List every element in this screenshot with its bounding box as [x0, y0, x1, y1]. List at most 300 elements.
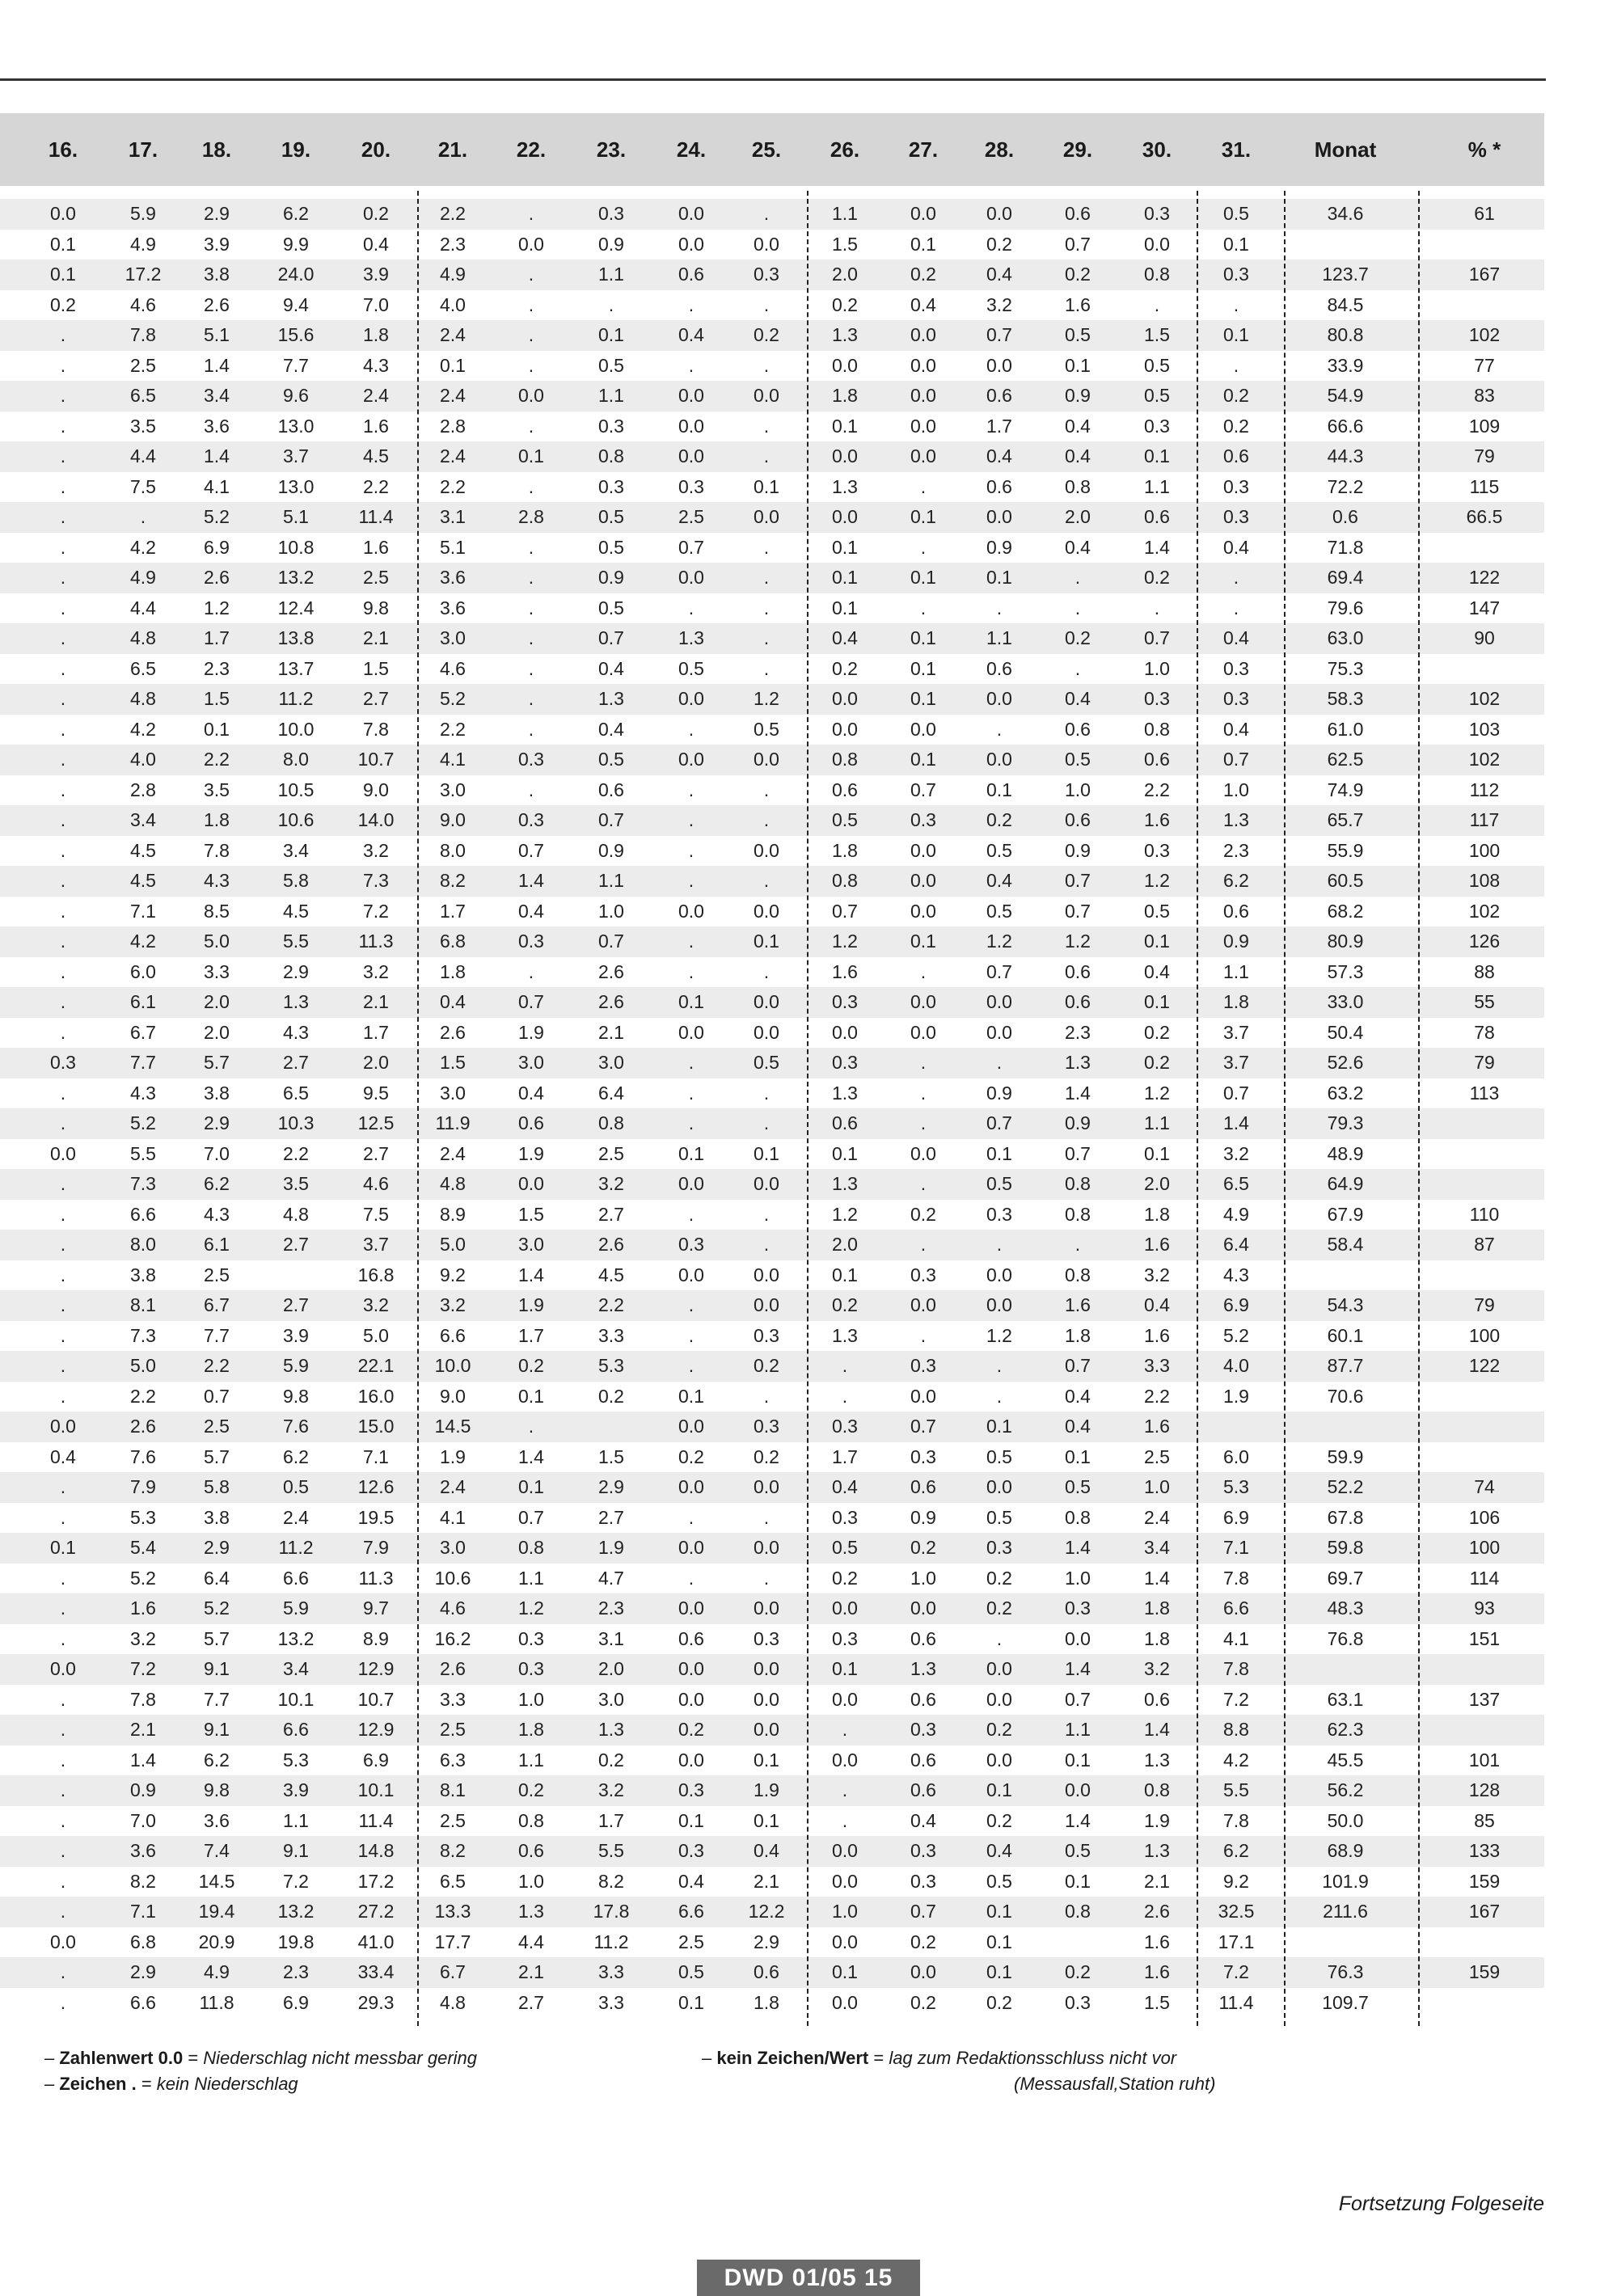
- column-header: 18.: [201, 137, 232, 162]
- table-cell: .: [60, 1112, 66, 1133]
- table-cell: [1201, 1412, 1272, 1442]
- table-cell: 3.2: [440, 1294, 466, 1315]
- table-cell: 33.4: [357, 1961, 395, 1982]
- table-cell: 6.8: [440, 931, 466, 952]
- legend-label-zero: Zahlenwert 0.0: [59, 2048, 184, 2068]
- table-cell: 2.9: [204, 1537, 230, 1558]
- column-header: 26.: [830, 137, 860, 162]
- table-cell: .: [763, 779, 770, 800]
- table-cell: 7.3: [363, 870, 389, 891]
- table-cell: 0.2: [50, 293, 76, 315]
- table-cell: 5.2: [440, 688, 466, 709]
- table-cell: 122: [1468, 567, 1501, 588]
- table-cell: 88: [1474, 960, 1495, 982]
- table-cell: 0.0: [754, 1597, 779, 1619]
- table-cell: [1432, 230, 1537, 260]
- table-row: [0, 805, 1544, 836]
- column-header: % *: [1467, 137, 1501, 162]
- table-cell: 0.6: [1065, 718, 1091, 740]
- table-cell: 2.7: [283, 1052, 309, 1073]
- table-cell: 0.9: [1065, 1112, 1091, 1133]
- table-cell: 6.0: [1223, 1446, 1249, 1467]
- table-cell: 3.2: [598, 1173, 624, 1194]
- table-cell: .: [688, 1506, 695, 1528]
- table-cell: 15.6: [277, 324, 315, 345]
- table-cell: 4.3: [204, 1203, 230, 1225]
- table-cell: 1.7: [518, 1324, 544, 1346]
- table-cell: 6.3: [440, 1749, 466, 1771]
- table-cell: 0.8: [832, 870, 858, 891]
- table-cell: 0.0: [678, 900, 704, 922]
- table-cell: 0.0: [754, 1537, 779, 1558]
- table-cell: 0.3: [50, 1052, 76, 1073]
- table-cell: 45.5: [1327, 1749, 1364, 1771]
- table-cell: 0.4: [910, 293, 936, 315]
- table-cell: 0.6: [832, 779, 858, 800]
- table-cell: 44.3: [1327, 445, 1364, 466]
- table-row: [0, 1624, 1544, 1655]
- table-row: [0, 502, 1544, 533]
- table-cell: 0.3: [1223, 264, 1249, 285]
- table-cell: 10.8: [277, 536, 315, 558]
- table-cell: 2.1: [363, 627, 389, 648]
- table-cell: 4.0: [130, 749, 156, 770]
- table-cell: 0.5: [986, 1506, 1012, 1528]
- table-cell: 4.3: [283, 1021, 309, 1043]
- table-cell: 5.2: [1223, 1324, 1249, 1346]
- table-cell: 0.2: [986, 1719, 1012, 1740]
- table-cell: 0.1: [986, 1961, 1012, 1982]
- table-cell: 6.6: [130, 1203, 156, 1225]
- table-cell: 3.6: [204, 415, 230, 437]
- table-cell: 0.1: [1144, 445, 1170, 466]
- legend-equals: =: [868, 2048, 889, 2068]
- table-cell: .: [60, 1294, 66, 1315]
- legend-equals: =: [183, 2048, 204, 2068]
- table-cell: 0.6: [678, 264, 704, 285]
- table-cell: .: [528, 324, 534, 345]
- table-cell: 55.9: [1327, 839, 1364, 861]
- table-cell: 2.2: [440, 475, 466, 497]
- table-cell: 0.0: [678, 1021, 704, 1043]
- table-cell: 1.0: [598, 900, 624, 922]
- table-cell: 1.4: [204, 445, 230, 466]
- table-cell: 0.9: [986, 1082, 1012, 1104]
- table-cell: .: [60, 1961, 66, 1982]
- table-cell: 0.2: [598, 1385, 624, 1407]
- table-cell: .: [688, 293, 695, 315]
- table-cell: 27.2: [357, 1901, 395, 1922]
- table-cell: 3.4: [283, 839, 309, 861]
- table-cell: 1.5: [363, 657, 389, 679]
- table-cell: 1.8: [518, 1719, 544, 1740]
- table-cell: 0.5: [1144, 354, 1170, 376]
- table-cell: 0.0: [754, 900, 779, 922]
- table-cell: 0.7: [986, 324, 1012, 345]
- table-cell: 3.6: [440, 567, 466, 588]
- table-cell: 7.1: [130, 900, 156, 922]
- table-cell: 0.0: [754, 1173, 779, 1194]
- table-cell: 0.3: [518, 931, 544, 952]
- table-cell: 0.3: [910, 1264, 936, 1285]
- table-cell: 6.2: [204, 1749, 230, 1771]
- table-row: [0, 230, 1544, 260]
- table-row: [0, 381, 1544, 412]
- table-cell: 0.0: [678, 1173, 704, 1194]
- table-cell: 0.6: [910, 1779, 936, 1800]
- table-cell: 4.8: [130, 627, 156, 648]
- table-cell: 7.3: [130, 1173, 156, 1194]
- table-row: [0, 1957, 1544, 1988]
- table-cell: .: [996, 1627, 1003, 1649]
- table-cell: 0.7: [910, 1901, 936, 1922]
- table-cell: 5.2: [130, 1567, 156, 1589]
- column-header: 19.: [281, 137, 311, 162]
- table-cell: 41.0: [357, 1931, 395, 1952]
- table-cell: 0.9: [910, 1506, 936, 1528]
- table-cell: .: [528, 627, 534, 648]
- table-cell: 0.3: [598, 203, 624, 224]
- table-cell: 5.9: [283, 1355, 309, 1376]
- table-cell: .: [60, 1203, 66, 1225]
- table-cell: 15.0: [357, 1416, 395, 1437]
- table-cell: .: [996, 1234, 1003, 1255]
- table-cell: 5.2: [204, 1597, 230, 1619]
- table-cell: 0.1: [910, 627, 936, 648]
- table-cell: 11.2: [278, 1537, 314, 1558]
- table-cell: .: [528, 1416, 534, 1437]
- table-cell: 0.4: [598, 657, 624, 679]
- table-cell: 0.2: [910, 264, 936, 285]
- table-cell: 0.0: [910, 1385, 936, 1407]
- table-cell: 0.5: [1065, 749, 1091, 770]
- table-cell: 0.6: [986, 657, 1012, 679]
- table-cell: 13.8: [277, 627, 315, 648]
- table-cell: 5.5: [130, 1142, 156, 1164]
- table-cell: 2.2: [204, 749, 230, 770]
- table-cell: 11.8: [199, 1991, 234, 2013]
- table-cell: [576, 1412, 647, 1442]
- table-cell: 0.0: [832, 1870, 858, 1892]
- table-cell: 4.7: [598, 1567, 624, 1589]
- table-cell: .: [688, 1567, 695, 1589]
- table-cell: 5.4: [130, 1537, 156, 1558]
- table-cell: .: [60, 1688, 66, 1710]
- table-cell: 7.7: [204, 1688, 230, 1710]
- table-cell: .: [763, 567, 770, 588]
- table-cell: 2.2: [283, 1142, 309, 1164]
- table-cell: 3.7: [283, 445, 309, 466]
- column-separator: [417, 191, 419, 2026]
- table-cell: 0.0: [678, 1749, 704, 1771]
- table-cell: 0.2: [754, 1446, 779, 1467]
- table-cell: 0.7: [598, 931, 624, 952]
- table-cell: 5.3: [130, 1506, 156, 1528]
- table-cell: 8.0: [130, 1234, 156, 1255]
- table-cell: 0.1: [440, 354, 466, 376]
- table-cell: 0.2: [986, 809, 1012, 830]
- table-cell: 0.4: [910, 1809, 936, 1831]
- table-cell: 0.0: [910, 1142, 936, 1164]
- table-cell: 0.5: [598, 506, 624, 527]
- table-cell: 0.3: [1223, 688, 1249, 709]
- table-row: [0, 1290, 1544, 1321]
- table-cell: 0.1: [50, 233, 76, 255]
- table-cell: 2.5: [440, 1809, 466, 1831]
- table-cell: 11.2: [593, 1931, 629, 1952]
- table-cell: 0.8: [1144, 1779, 1170, 1800]
- table-cell: 0.0: [518, 385, 544, 406]
- table-cell: 1.4: [1065, 1809, 1091, 1831]
- table-cell: 151: [1468, 1627, 1501, 1649]
- table-cell: 1.5: [832, 233, 858, 255]
- table-cell: 1.6: [1065, 1294, 1091, 1315]
- table-cell: 3.1: [440, 506, 466, 527]
- table-cell: .: [1074, 1234, 1081, 1255]
- table-cell: 0.9: [598, 567, 624, 588]
- table-cell: 4.1: [440, 749, 466, 770]
- table-cell: 0.1: [986, 1931, 1012, 1952]
- table-cell: 1.6: [1144, 1416, 1170, 1437]
- table-cell: 9.9: [283, 233, 309, 255]
- table-cell: 0.0: [910, 203, 936, 224]
- table-cell: .: [528, 293, 534, 315]
- table-cell: 0.5: [1065, 1840, 1091, 1861]
- table-cell: 5.3: [1223, 1476, 1249, 1497]
- table-cell: 5.3: [598, 1355, 624, 1376]
- table-cell: 4.2: [130, 718, 156, 740]
- table-cell: 0.2: [1144, 1021, 1170, 1043]
- table-cell: 2.7: [518, 1991, 544, 2013]
- table-cell: 4.1: [204, 475, 230, 497]
- table-cell: 0.0: [50, 1142, 76, 1164]
- table-cell: 0.8: [518, 1537, 544, 1558]
- table-cell: 3.2: [1144, 1264, 1170, 1285]
- table-cell: 1.3: [910, 1658, 936, 1679]
- column-header: 17.: [128, 137, 158, 162]
- table-cell: 0.1: [1065, 354, 1091, 376]
- table-cell: 7.6: [130, 1446, 156, 1467]
- table-cell: 4.9: [1223, 1203, 1249, 1225]
- table-cell: 1.4: [130, 1749, 156, 1771]
- table-cell: 54.3: [1327, 1294, 1364, 1315]
- table-cell: 1.2: [1144, 1082, 1170, 1104]
- table-cell: 3.9: [363, 264, 389, 285]
- table-cell: 0.3: [910, 1870, 936, 1892]
- table-cell: 8.2: [598, 1870, 624, 1892]
- table-cell: 4.6: [440, 657, 466, 679]
- table-cell: .: [688, 839, 695, 861]
- table-cell: 1.6: [1144, 1324, 1170, 1346]
- table-cell: 3.3: [598, 1991, 624, 2013]
- table-cell: 0.7: [832, 900, 858, 922]
- table-cell: 1.5: [1144, 324, 1170, 345]
- table-cell: 0.1: [832, 1658, 858, 1679]
- table-cell: 3.4: [130, 809, 156, 830]
- column-header: 30.: [1142, 137, 1172, 162]
- table-cell: 12.4: [277, 597, 315, 618]
- table-cell: 4.4: [130, 597, 156, 618]
- table-cell: 0.5: [678, 657, 704, 679]
- table-cell: 0.0: [832, 1597, 858, 1619]
- table-cell: .: [763, 536, 770, 558]
- table-cell: 0.1: [754, 475, 779, 497]
- table-row: [0, 351, 1544, 382]
- table-cell: 113: [1469, 1082, 1500, 1104]
- table-cell: 14.5: [434, 1416, 471, 1437]
- table-cell: 0.4: [1223, 627, 1249, 648]
- table-cell: 4.2: [1223, 1749, 1249, 1771]
- table-cell: 2.3: [1065, 1021, 1091, 1043]
- table-cell: 1.1: [986, 627, 1012, 648]
- table-cell: 4.8: [130, 688, 156, 709]
- table-cell: 1.0: [1223, 779, 1249, 800]
- column-header: 16.: [48, 137, 78, 162]
- table-cell: 4.5: [363, 445, 389, 466]
- table-cell: 0.1: [910, 506, 936, 527]
- table-cell: 10.0: [277, 718, 315, 740]
- table-cell: 0.5: [598, 597, 624, 618]
- legend-dash: –: [44, 2048, 60, 2068]
- table-cell: 0.1: [678, 1809, 704, 1831]
- legend-line-3b: [1014, 2074, 1215, 2095]
- table-cell: .: [60, 1082, 66, 1104]
- table-cell: 6.6: [130, 1991, 156, 2013]
- table-cell: 4.3: [204, 870, 230, 891]
- table-cell: 5.9: [130, 203, 156, 224]
- table-cell: .: [688, 779, 695, 800]
- table-cell: 2.9: [598, 1476, 624, 1497]
- table-cell: 0.4: [1144, 960, 1170, 982]
- table-cell: 3.0: [598, 1052, 624, 1073]
- table-cell: 1.2: [832, 1203, 858, 1225]
- table-cell: 2.1: [1144, 1870, 1170, 1892]
- table-cell: 0.0: [910, 1597, 936, 1619]
- table-row: [0, 1593, 1544, 1624]
- table-cell: 0.4: [986, 264, 1012, 285]
- table-cell: 2.5: [204, 1416, 230, 1437]
- table-cell: 0.3: [598, 475, 624, 497]
- table-cell: 71.8: [1327, 536, 1364, 558]
- table-cell: .: [528, 718, 534, 740]
- table-cell: 0.3: [1223, 657, 1249, 679]
- table-cell: 69.7: [1327, 1567, 1364, 1589]
- table-cell: 0.7: [598, 627, 624, 648]
- table-cell: 3.4: [283, 1658, 309, 1679]
- table-cell: 68.2: [1327, 900, 1364, 922]
- table-cell: 0.3: [754, 1324, 779, 1346]
- table-cell: [1432, 1988, 1537, 2019]
- table-cell: 0.2: [832, 293, 858, 315]
- table-cell: .: [920, 960, 927, 982]
- table-cell: .: [1233, 354, 1239, 376]
- table-cell: 137: [1468, 1688, 1501, 1710]
- table-cell: 8.1: [440, 1779, 466, 1800]
- table-cell: 0.1: [50, 1537, 76, 1558]
- table-cell: 2.5: [440, 1719, 466, 1740]
- table-cell: 0.0: [986, 688, 1012, 709]
- legend-equals: =: [136, 2074, 157, 2094]
- table-cell: [1293, 230, 1398, 260]
- table-cell: 0.6: [986, 385, 1012, 406]
- table-cell: .: [60, 1385, 66, 1407]
- table-cell: 2.0: [204, 991, 230, 1012]
- table-cell: 128: [1468, 1779, 1501, 1800]
- table-cell: 1.6: [1144, 1961, 1170, 1982]
- table-cell: 52.2: [1327, 1476, 1364, 1497]
- table-cell: 0.0: [678, 1476, 704, 1497]
- legend-line-1: [44, 2048, 477, 2069]
- table-row: [0, 1169, 1544, 1200]
- table-cell: 3.2: [130, 1627, 156, 1649]
- column-header: Monat: [1314, 137, 1377, 162]
- table-cell: 33.0: [1327, 991, 1364, 1012]
- table-cell: .: [763, 1112, 770, 1133]
- table-cell: 0.5: [986, 839, 1012, 861]
- table-cell: 9.7: [363, 1597, 389, 1619]
- table-cell: 22.1: [357, 1355, 395, 1376]
- table-cell: 3.3: [598, 1961, 624, 1982]
- table-cell: 4.5: [598, 1264, 624, 1285]
- table-cell: .: [920, 1173, 927, 1194]
- table-cell: 1.9: [598, 1537, 624, 1558]
- table-cell: 6.2: [204, 1173, 230, 1194]
- table-cell: 48.9: [1327, 1142, 1364, 1164]
- table-cell: 6.5: [1223, 1173, 1249, 1194]
- table-cell: 3.6: [130, 1840, 156, 1861]
- table-cell: 2.1: [130, 1719, 156, 1740]
- column-separator: [1284, 191, 1286, 2026]
- table-cell: 0.0: [910, 991, 936, 1012]
- table-cell: 8.8: [1223, 1719, 1249, 1740]
- table-cell: 0.0: [832, 1840, 858, 1861]
- table-cell: 12.6: [357, 1476, 395, 1497]
- table-cell: .: [1074, 597, 1081, 618]
- table-cell: 0.1: [910, 749, 936, 770]
- table-cell: 5.1: [440, 536, 466, 558]
- table-cell: [1432, 1442, 1537, 1473]
- table-cell: 1.4: [1065, 1537, 1091, 1558]
- table-cell: 0.6: [910, 1688, 936, 1710]
- table-cell: 1.8: [1144, 1627, 1170, 1649]
- table-cell: 4.0: [440, 293, 466, 315]
- table-cell: 1.7: [440, 900, 466, 922]
- table-cell: 1.1: [518, 1567, 544, 1589]
- table-cell: .: [996, 1355, 1003, 1376]
- table-cell: 2.2: [1144, 779, 1170, 800]
- table-cell: 0.4: [986, 445, 1012, 466]
- table-cell: 0.8: [1065, 1173, 1091, 1194]
- table-cell: 0.7: [1065, 1355, 1091, 1376]
- table-cell: 4.9: [130, 233, 156, 255]
- table-row: [0, 260, 1544, 290]
- table-row: [0, 926, 1544, 957]
- table-cell: 6.9: [363, 1749, 389, 1771]
- table-cell: 8.0: [440, 839, 466, 861]
- table-cell: 0.3: [518, 1658, 544, 1679]
- table-cell: 1.0: [832, 1901, 858, 1922]
- table-cell: 7.0: [204, 1142, 230, 1164]
- table-cell: 0.1: [986, 1901, 1012, 1922]
- table-cell: 109: [1468, 415, 1501, 437]
- table-cell: 4.8: [283, 1203, 309, 1225]
- table-cell: 3.5: [204, 779, 230, 800]
- table-cell: 0.0: [832, 445, 858, 466]
- table-cell: 102: [1468, 900, 1501, 922]
- table-cell: 0.1: [518, 1476, 544, 1497]
- table-cell: [1432, 1927, 1537, 1958]
- table-cell: 19.8: [277, 1931, 315, 1952]
